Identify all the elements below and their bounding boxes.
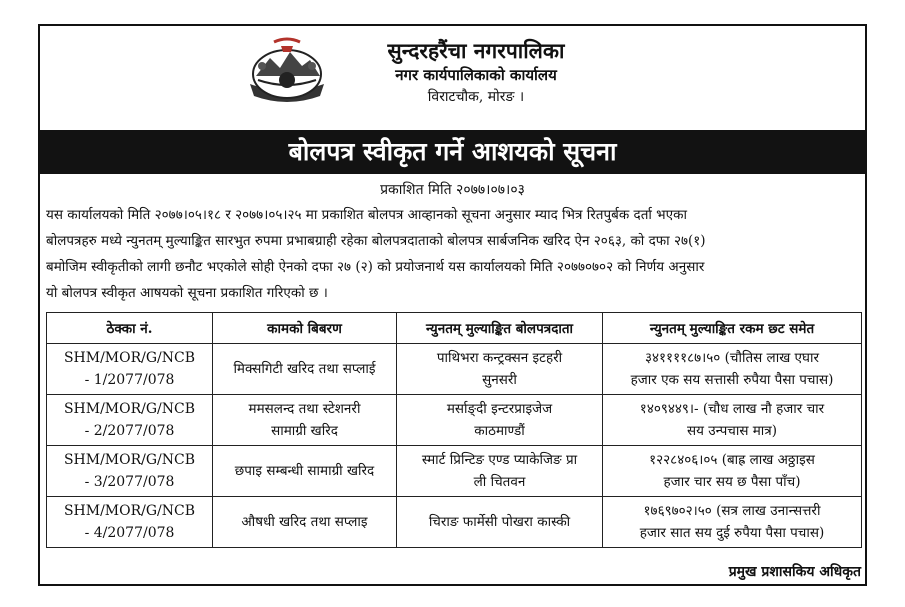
amount-cell — [603, 446, 862, 497]
work-description-cell — [213, 395, 397, 446]
contract-number-cell — [47, 395, 213, 446]
work-description-cell — [213, 446, 397, 497]
header-amount: न्युनतम् मुल्याङ्कित रकम छ्ट समेत — [603, 313, 862, 344]
table-header-row — [47, 313, 862, 344]
cell-line: मर्साङ्दी इन्टरप्राइजेज — [446, 401, 553, 417]
header-bidder: न्युनतम् मुल्याङ्कित बोलपत्रदाता — [397, 313, 603, 344]
bidder-cell — [397, 446, 603, 497]
contracts-table — [46, 312, 862, 548]
cell-line: सुनसरी — [482, 372, 517, 388]
paragraph-line: यो बोलपत्र स्वीकृत आषयको सूचना प्रकाशित गरिएको छ । — [46, 285, 328, 301]
cell-line: - 1/2077/078 — [84, 372, 175, 388]
bidder-cell — [397, 344, 603, 395]
cell-line: ली चितवन — [473, 474, 526, 490]
cell-line: - 4/2077/078 — [84, 525, 175, 541]
notice-paragraph — [46, 202, 861, 306]
cell-line: SHM/MOR/G/NCB — [63, 350, 196, 366]
cell-line: स्मार्ट प्रिन्टिङ एण्ड प्याकेजिङ प्रा — [421, 452, 578, 468]
cell-line: औषधी खरिद तथा सप्लाइ — [241, 514, 368, 530]
published-date: प्रकाशित मिति २०७७।०७।०३ — [380, 182, 525, 198]
cell-line: चिराङ फार्मेसी पोखरा कास्की — [428, 514, 571, 530]
cell-line: SHM/MOR/G/NCB — [63, 401, 196, 417]
table-row — [47, 395, 862, 446]
cell-line: SHM/MOR/G/NCB — [63, 503, 196, 519]
cell-line: १२२८४०६।०५ (बाह्र लाख अठ्ठाइस — [649, 452, 815, 468]
cell-line: १४०९४४९।- (चौध लाख नौ हजार चार — [639, 401, 825, 417]
paragraph-line: बोलपत्रहरु मध्ये न्युनतम् मुल्याङ्कित सारभुत रुपमा प्रभाबग्राही रहेका बोलपत्रदाताको बोलपत्र सार्बजनिक खरिद ऐन २०६३, को दफा २७(१) — [46, 233, 706, 249]
work-description-cell — [213, 497, 397, 548]
header-contract-no: ठेक्का नं. — [47, 313, 213, 344]
bidder-cell — [397, 395, 603, 446]
work-description-cell — [213, 344, 397, 395]
cell-line: - 3/2077/078 — [84, 474, 175, 490]
table-row — [47, 497, 862, 548]
org-header — [346, 38, 606, 108]
cell-line: SHM/MOR/G/NCB — [63, 452, 196, 468]
cell-line: सामाग्री खरिद — [271, 423, 338, 439]
municipality-name: सुन्दरहरैंचा नगरपालिका — [387, 38, 565, 63]
amount-cell — [603, 395, 862, 446]
cell-line: हजार चार सय छ पैसा पाँच) — [663, 474, 801, 490]
cell-line: ममसलन्द तथा स्टेशनरी — [248, 401, 361, 417]
table-row — [47, 344, 862, 395]
cell-line: हजार सात सय दुई रुपैया पैसा पचास) — [639, 525, 825, 541]
amount-cell — [603, 344, 862, 395]
contract-number-cell — [47, 497, 213, 548]
cell-line: - 2/2077/078 — [84, 423, 175, 439]
cell-line: सय उन्पचास मात्र) — [686, 423, 778, 439]
bidder-cell — [397, 497, 603, 548]
cell-line: १७६९७०२।५० (सत्र लाख उनान्सत्तरी — [643, 503, 821, 519]
cell-line: ३४११११८७।५० (चौतिस लाख एघार — [645, 350, 819, 366]
contract-number-cell — [47, 446, 213, 497]
paragraph-line: बमोजिम स्वीकृतीको लागी छनौट भएकोले सोही ऐनको दफा २७ (२) को प्रयोजनार्थ यस कार्यालयको मिति २०७७०७०२ को निर्णय अनुसार — [46, 259, 705, 275]
cell-line: काठमाण्डौं — [474, 423, 525, 439]
nepal-emblem-icon — [244, 36, 330, 108]
contract-number-cell — [47, 344, 213, 395]
amount-cell — [603, 497, 862, 548]
signature-title: प्रमुख प्रशासकिय अधिकृत — [728, 564, 861, 580]
office-name: नगर कार्यपालिकाको कार्यालय — [395, 66, 557, 84]
cell-line: मिक्सगिटी खरिद तथा सप्लाई — [233, 361, 376, 377]
table-row — [47, 446, 862, 497]
paragraph-line: यस कार्यालयको मिति २०७७।०५।१८ र २०७७।०५।२५ मा प्रकाशित बोलपत्र आव्हानको सूचना अनुसार म्याद भित्र रितपुर्बक दर्ता भएका — [46, 207, 688, 223]
notice-title-banner: बोलपत्र स्वीकृत गर्ने आशयको सूचना — [40, 130, 865, 174]
cell-line: छपाइ सम्बन्धी सामाग्री खरिद — [234, 463, 375, 479]
header-work-description: कामको बिबरण — [213, 313, 397, 344]
cell-line: पाथिभरा कन्ट्रक्सन इटहरी — [436, 350, 563, 366]
cell-line: हजार एक सय सत्तासी रुपैया पैसा पचास) — [630, 372, 834, 388]
office-address: विराटचौक, मोरङ । — [427, 89, 525, 105]
